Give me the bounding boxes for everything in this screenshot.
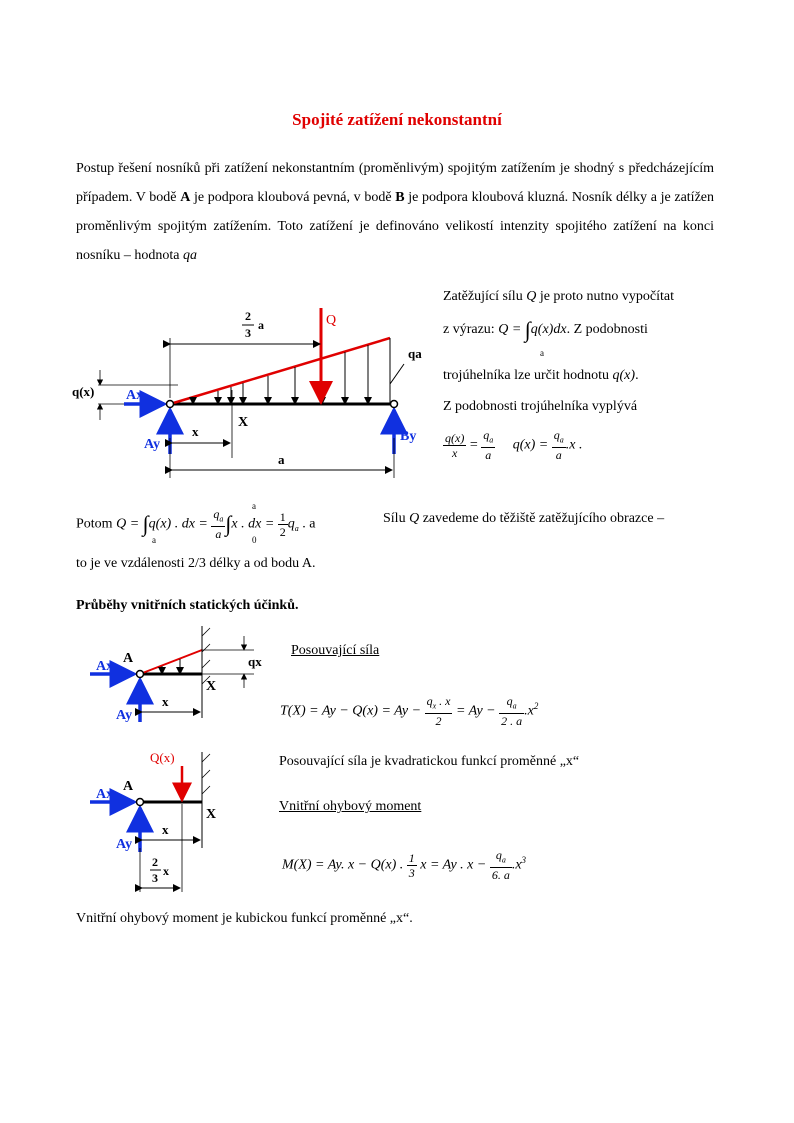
fig2-ay-label: Ay [116,708,133,723]
fig1-ax-label: Ax [126,388,144,403]
fig3-x-label: x [162,822,169,837]
fig3-ay-label: Ay [116,837,133,852]
intro-paragraph [76,154,714,270]
right-int-limit: a [540,348,544,358]
right-line-1: Zatěžující sílu Q je proto nutno vypočítat [443,289,674,304]
moment-equation: M(X) = Ay. x − Q(x) . $\frac{1}{3}$ x = Ay . x − $\frac{q_a}{6. a}$ $.x^3$ [282,848,527,883]
fig3-q-label: Q(x) [150,750,175,765]
closing-sentence: Vnitřní ohybový moment je kubickou funkcí proměnné „x“. [76,911,413,926]
potom-lower: 0 [252,535,257,545]
fig3-x-section: X [206,807,217,822]
fig1-frac-den: 3 [245,326,251,340]
intro-text-2: je podpora kloubová pevná, v bodě [190,190,396,205]
fig2-qx-label: qx [248,654,262,669]
fig1-qa-label: qa [408,346,422,361]
potom-upper: a [252,501,256,511]
potom-equation: Potom Q = ∫q(x) . dx = $\frac{q_a}{a}$ ∫x . dx = $\frac{1}{2}$ $q_a$ . a [76,507,316,542]
fig2-a-label: A [123,651,134,666]
fig1-frac-num: 2 [245,309,251,323]
potom-sila: Sílu Q zavedeme do těžiště zatěžujícího obrazce – [383,511,665,526]
section-heading: Průběhy vnitřních statických účinků. [76,598,299,613]
right-line-2: z výrazu: Q = ∫q(x)dx. Z podobnosti [443,317,648,342]
fig1-q-label: Q [326,313,337,328]
fig1-frac-a: a [258,318,264,332]
fig1-a-label: a [278,452,285,467]
fig2-ax-label: Ax [96,659,114,674]
page-title: Spojité zatížení nekonstantní [292,110,502,129]
intro-text-3: je podpora kloubová kluzná. Nosník délky a je zatížen proměnlivým spojitým zatížením. Toto zatížení je definováno velikostí intenzity spojitého zatížení na konci nosníku – hodnota [76,190,714,263]
potom-line-2: to je ve vzdálenosti 2/3 délky a od bodu A. [76,556,316,571]
fig1-qx-label: q(x) [72,384,95,399]
fig3-frac-x: x [163,864,169,878]
fig1-by-label: By [400,429,417,444]
fig3-frac-den: 3 [152,871,158,885]
right-line-3: trojúhelníka lze určit hodnotu q(x). [443,368,639,383]
potom-lim-1: a [152,535,156,545]
fig1-x-section: X [238,415,249,430]
beam-diagram-1 [68,298,434,490]
beam-diagram-2 [86,622,276,730]
point-a: A [180,190,191,205]
right-line-4: Z podobnosti trojúhelníka vyplývá [443,399,638,414]
intro-qa: qa [182,248,197,263]
fig3-frac-num: 2 [152,855,158,869]
fig1-x-label: x [192,424,199,439]
beam-diagram-3 [86,748,236,894]
moment-label: Vnitřní ohybový moment [279,799,422,814]
fig1-ay-label: Ay [144,437,161,452]
point-b: B [395,190,405,205]
shear-label: Posouvající síla [291,643,380,658]
right-similarity-eq: $\frac{q(x)}{x}$ = $\frac{q_a}{a}$ q(x) = $\frac{q_a}{a}$ .x . [445,428,583,463]
fig3-a-label: A [123,779,134,794]
intro-text-1: Postup řešení nosníků při zatížení nekonstantním (proměnlivým) spojitým zatížením je shodný s předcházejícím případem. V bodě [76,161,714,205]
fig3-ax-label: Ax [96,787,114,802]
fig2-x-section: X [206,679,217,694]
shear-equation: T(X) = Ay − Q(x) = Ay − $\frac{q_x . x}{2}$ = Ay − $\frac{q_a}{2 . a}$ $.x^2$ [280,694,539,729]
fig2-x-label: x [162,694,169,709]
shear-description: Posouvající síla je kvadratickou funkcí proměnné „x“ [279,754,580,769]
